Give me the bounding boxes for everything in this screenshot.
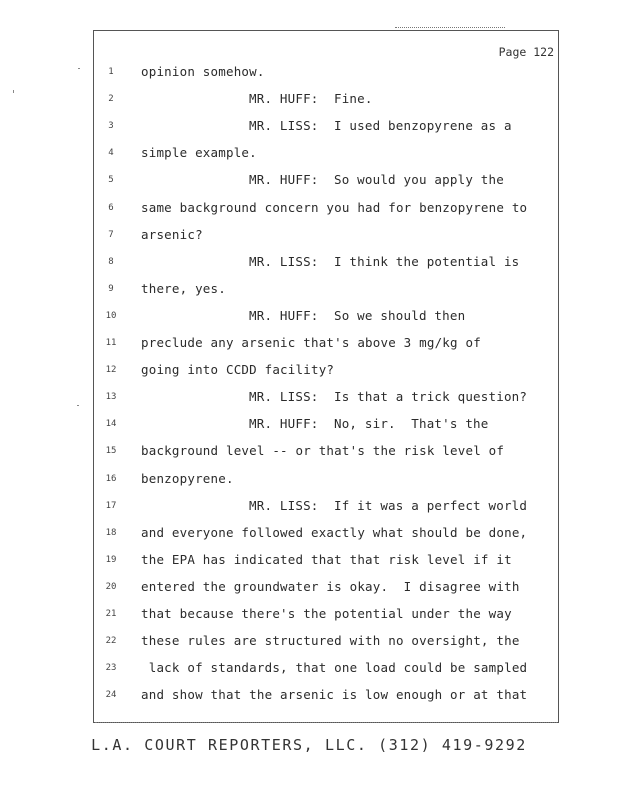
- line-text: that because there's the potential under the way: [141, 606, 512, 621]
- line-number: 2: [108, 94, 114, 105]
- transcript-line: [0, 118, 618, 138]
- transcript-line: [0, 633, 618, 653]
- line-number: 23: [105, 663, 117, 674]
- transcript-line: [0, 64, 618, 84]
- line-text: the EPA has indicated that that risk level if it: [141, 551, 512, 567]
- transcript-line: [0, 389, 618, 409]
- scan-mark: [78, 68, 80, 69]
- line-number: 3: [108, 121, 114, 132]
- line-number: 4: [108, 148, 114, 159]
- line-number: 17: [105, 500, 117, 511]
- line-text: MR. HUFF: No, sir. That's the: [249, 416, 489, 432]
- transcript-line: [0, 281, 618, 301]
- line-number: 16: [105, 473, 117, 484]
- line-number: 14: [105, 419, 117, 430]
- line-text: MR. HUFF: So would you apply the: [249, 172, 504, 188]
- line-number: 22: [105, 636, 117, 647]
- line-number: 21: [105, 609, 117, 619]
- transcript-line: [0, 471, 618, 491]
- line-text: same background concern you had for benzopyrene to: [141, 199, 528, 215]
- transcript-line: [0, 254, 618, 274]
- transcript-line: [0, 579, 618, 599]
- line-text: and everyone followed exactly what should be done,: [141, 524, 528, 540]
- line-text: lack of standards, that one load could be sampled: [141, 660, 528, 676]
- line-text: these rules are structured with no oversight, the: [141, 633, 520, 649]
- transcript-line: [0, 660, 618, 680]
- transcript-line: [0, 335, 618, 355]
- line-text: entered the groundwater is okay. I disagree with: [141, 578, 520, 594]
- line-number: 5: [108, 175, 114, 186]
- line-text: preclude any arsenic that's above 3 mg/kg of: [141, 335, 481, 350]
- line-text: going into CCDD facility?: [141, 362, 335, 378]
- line-text: MR. LISS: I used benzopyrene as a: [249, 118, 512, 134]
- line-number: 6: [108, 202, 114, 213]
- transcript-line: [0, 525, 618, 545]
- transcript-line: [0, 443, 618, 463]
- line-text: simple example.: [141, 145, 257, 161]
- line-text: there, yes.: [141, 280, 226, 296]
- line-text: MR. LISS: If it was a perfect world: [249, 497, 528, 513]
- line-text: background level -- or that's the risk level of: [141, 443, 505, 459]
- top-rule: [395, 27, 505, 28]
- scan-mark: [13, 90, 14, 93]
- scan-mark: [77, 405, 79, 406]
- line-number: 8: [108, 256, 114, 267]
- transcript-line: [0, 308, 618, 328]
- line-number: 1: [108, 67, 114, 77]
- line-number: 12: [105, 365, 117, 376]
- transcript-line: [0, 687, 618, 707]
- line-text: MR. LISS: Is that a trick question?: [249, 389, 528, 405]
- line-text: MR. HUFF: Fine.: [249, 91, 373, 107]
- transcript-line: [0, 498, 618, 518]
- line-number: 7: [108, 229, 114, 240]
- transcript-line: [0, 172, 618, 192]
- bottom-rule: [95, 722, 557, 723]
- transcript-line: [0, 200, 618, 220]
- transcript-line: [0, 227, 618, 247]
- transcript-line: [0, 552, 618, 572]
- line-number: 20: [105, 581, 117, 592]
- line-text: MR. HUFF: So we should then: [249, 307, 466, 323]
- line-number: 15: [105, 446, 117, 457]
- page-number: Page 122: [498, 45, 554, 59]
- line-number: 19: [105, 554, 117, 565]
- transcript-line: [0, 606, 618, 626]
- transcript-line: [0, 362, 618, 382]
- transcript-line: [0, 91, 618, 111]
- line-number: 9: [108, 283, 114, 294]
- line-text: benzopyrene.: [141, 470, 234, 486]
- line-text: MR. LISS: I think the potential is: [249, 253, 520, 269]
- line-number: 18: [105, 527, 117, 538]
- transcript-line: [0, 416, 618, 436]
- court-reporter-footer: L.A. COURT REPORTERS, LLC. (312) 419-9292: [91, 736, 527, 754]
- line-text: arsenic?: [141, 226, 203, 242]
- line-number: 10: [105, 310, 117, 321]
- line-number: 24: [105, 690, 117, 701]
- line-number: 11: [105, 338, 117, 348]
- line-text: and show that the arsenic is low enough or at that: [141, 687, 528, 703]
- line-number: 13: [105, 392, 117, 403]
- line-text: opinion somehow.: [141, 64, 265, 79]
- transcript-line: [0, 145, 618, 165]
